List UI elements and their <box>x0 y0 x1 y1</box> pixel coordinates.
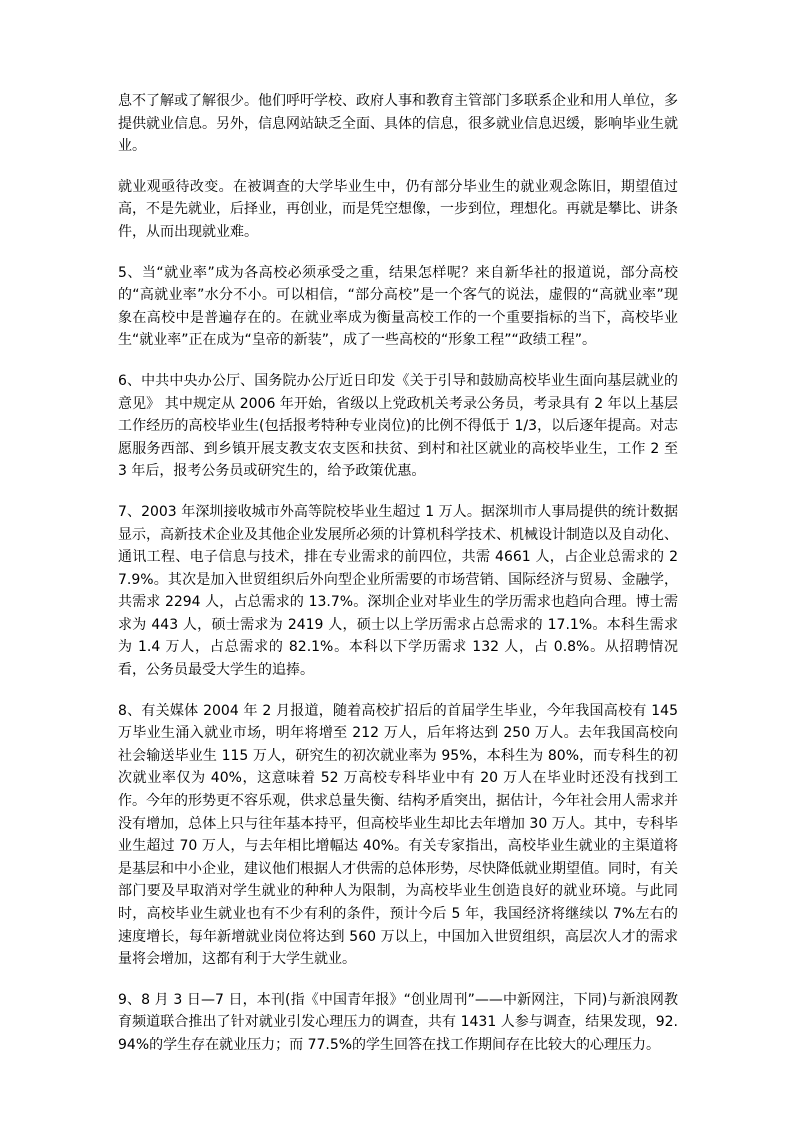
paragraph-item-9: 9、8 月 3 日—7 日，本刊(指《中国青年报》“创业周刊”——中新网注，下同)与新浪网教育频道联合推出了针对就业引发心理压力的调查，共有 1431 人参与调查，结果发现，92.94%的学生存在就业压力；而 77.5%的学生回答在找工作期间存在比较大的心理压力。 <box>118 991 678 1053</box>
paragraph-employment-attitude: 就业观亟待改变。在被调查的大学毕业生中，仍有部分毕业生的就业观念陈旧，期望值过高，不是先就业，后择业，再创业，而是凭空想像，一步到位，理想化。再就是攀比、讲条件，从而出现就业难。 <box>118 178 678 240</box>
paragraph-item-8: 8、有关媒体 2004 年 2 月报道，随着高校扩招后的首届学生毕业，今年我国高校有 145 万毕业生涌入就业市场，明年将增至 212 万人，后年将达到 250 万人。去年我国高校向社会输送毕业生 115 万人，研究生的初次就业率为 95%，本科生为 80%，而专科生的初次就业率仅为 40%，这意味着 52 万高校专科毕业中有 20 万人在毕业时还没有找到工作。今年的形势更不容乐观，供求总量失衡、结构矛盾突出，据估计，今年社会用人需求并没有增加，总体上只与往年基本持平，但高校毕业生却比去年增加 30 万人。其中，专科毕业生超过 70 万人，与去年相比增幅达 40%。有关专家指出，高校毕业生就业的主渠道将是基层和中小企业，建议他们根据人才供需的总体形势，尽快降低就业期望值。同时，有关部门要及早取消对学生就业的种种人为限制，为高校毕业生创造良好的就业环境。与此同时，高校毕业生就业也有不少有利的条件，预计今后 5 年，我国经济将继续以 7%左右的速度增长，每年新增就业岗位将达到 560 万以上，中国加入世贸组织，高层次人才的需求量将会增加，这都有利于大学生就业。 <box>118 702 678 968</box>
paragraph-info-shortage: 息不了解或了解很少。他们呼吁学校、政府人事和教育主管部门多联系企业和用人单位，多提供就业信息。另外，信息网站缺乏全面、具体的信息，很多就业信息迟缓，影响毕业生就业。 <box>118 93 678 155</box>
paragraph-item-5: 5、当“就业率”成为各高校必须承受之重，结果怎样呢？来自新华社的报道说，部分高校的“高就业率”水分不小。可以相信，“部分高校”是一个客气的说法，虚假的“高就业率”现象在高校中是普遍存在的。在就业率成为衡量高校工作的一个重要指标的当下，高校毕业生“就业率”正在成为“皇帝的新装”，成了一些高校的“形象工程”“政绩工程”。 <box>118 264 678 349</box>
paragraph-item-6: 6、中共中央办公厅、国务院办公厅近日印发《关于引导和鼓励高校毕业生面向基层就业的意见》 其中规定从 2006 年开始，省级以上党政机关考录公务员，考录具有 2 年以上基层工作经历的高校毕业生(包括报考特种专业岗位)的比例不得低于 1/3，以后逐年提高。对志愿服务西部、到乡镇开展支教支农支医和扶贫、到村和社区就业的高校毕业生，工作 2 至 3 年后，报考公务员或研究生的，给予政策优惠。 <box>118 372 678 480</box>
paragraph-item-7: 7、2003 年深圳接收城市外高等院校毕业生超过 1 万人。据深圳市人事局提供的统计数据显示，高新技术企业及其他企业发展所必须的计算机科学技术、机械设计制造以及自动化、通讯工程、电子信息与技术，排在专业需求的前四位，共需 4661 人，占企业总需求的 27.9%。其次是加入世贸组织后外向型企业所需要的市场营销、国际经济与贸易、金融学，共需求 2294 人，占总需求的 13.7%。深圳企业对毕业生的学历需求也趋向合理。博士需求为 443 人，硕士需求为 2419 人，硕士以上学历需求占总需求的 17.1%。本科生需求为 1.4 万人，占总需求的 82.1%。本科以下学历需求 132 人，占 0.8%。从招聘情况看，公务员最受大学生的追捧。 <box>118 503 678 679</box>
document-body <box>118 90 678 1075</box>
